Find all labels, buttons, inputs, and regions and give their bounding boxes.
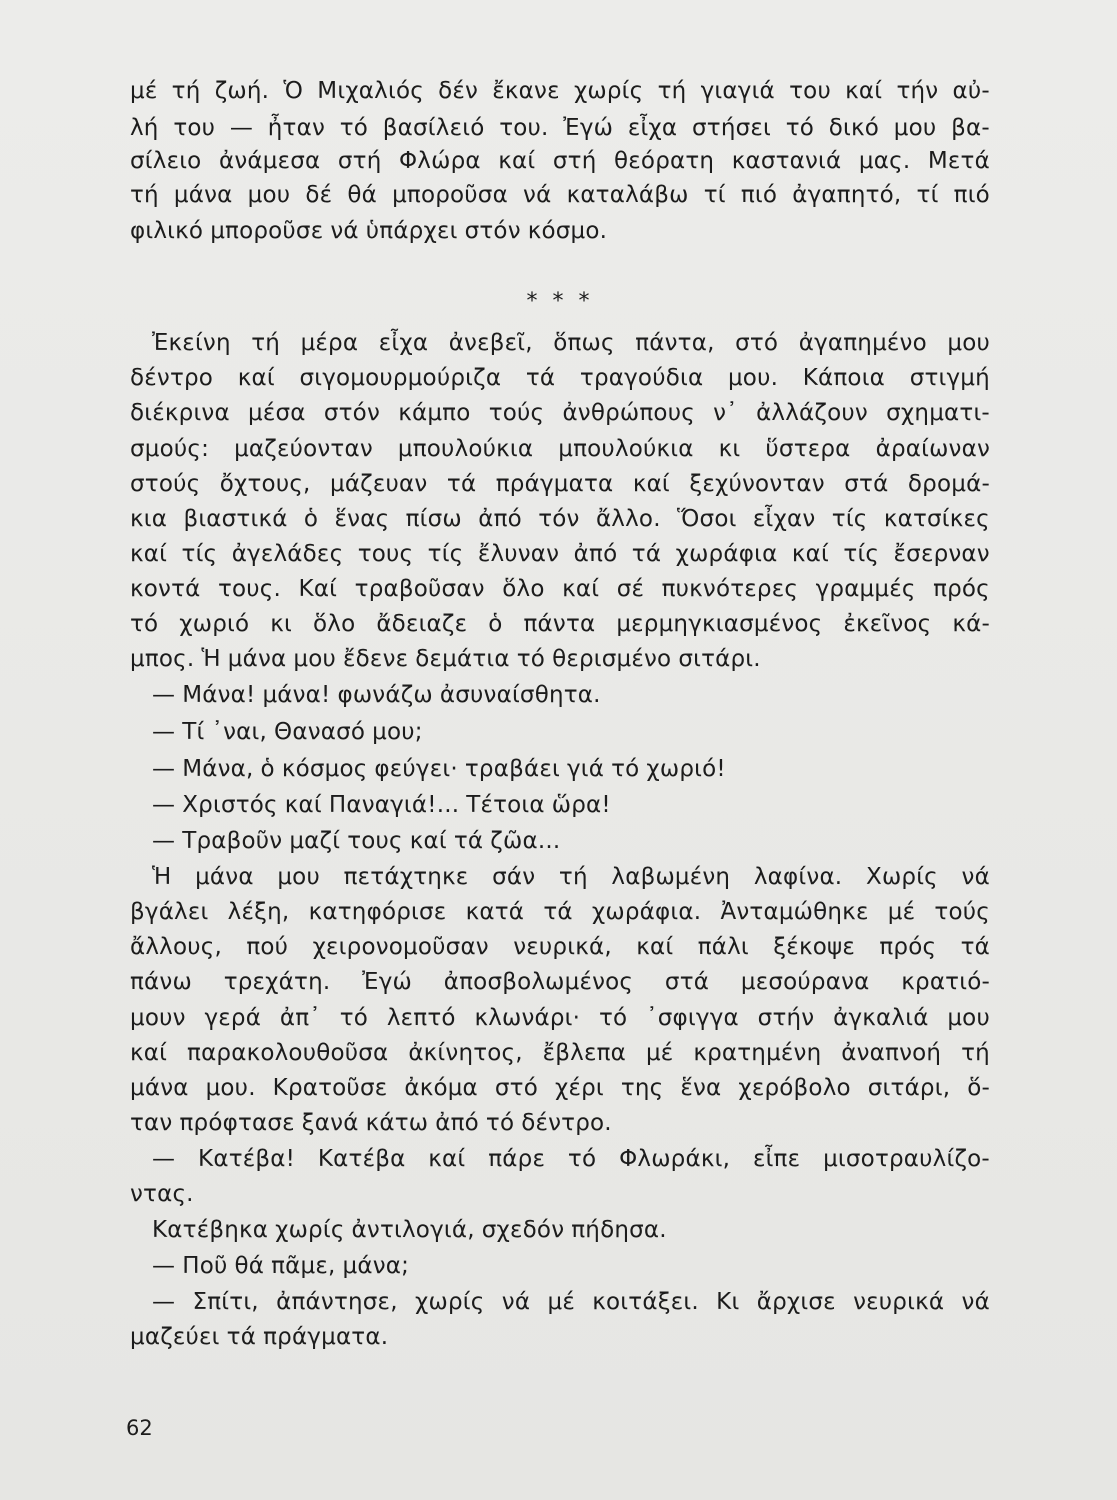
text-line: δέντρο καί σιγομουρμούριζα τά τραγούδια μου. Κάποια στιγμή — [130, 365, 990, 391]
text-line: πάνω τρεχάτη. Ἐγώ ἀποσβολωμένος στά μεσούρανα κρατιό- — [130, 969, 990, 995]
text-line: καί παρακολουθοῦσα ἀκίνητος, ἔβλεπα μέ κρατημένη ἀναπνοή τή — [130, 1040, 990, 1066]
text-line: — Τί ᾽ναι, Θανασό μου; — [152, 719, 423, 745]
page-number: 62 — [126, 1416, 153, 1440]
text-line: ντας. — [130, 1181, 194, 1207]
text-line: διέκρινα μέσα στόν κάμπο τούς ἀνθρώπους ν᾽ ἀλλάζουν σχηματι- — [130, 400, 990, 426]
text-line: — Μάνα, ὁ κόσμος φεύγει· τραβάει γιά τό χωριό! — [152, 756, 726, 782]
text-line: τή μάνα μου δέ θά μποροῦσα νά καταλάβω τί πιό ἀγαπητό, τί πιό — [130, 182, 990, 208]
text-line: βγάλει λέξη, κατηφόρισε κατά τά χωράφια. Ἀνταμώθηκε μέ τούς — [130, 899, 990, 925]
text-line: ταν πρόφτασε ξανά κάτω ἀπό τό δέντρο. — [130, 1110, 612, 1136]
text-line: — Ποῦ θά πᾶμε, μάνα; — [152, 1253, 410, 1279]
text-line: — Μάνα! μάνα! φωνάζω ἀσυναίσθητα. — [152, 682, 601, 708]
text-line: λή του — ἦταν τό βασίλειό του. Ἐγώ εἶχα στήσει τό δικό μου βα- — [130, 115, 990, 141]
text-line: μπος. Ἡ μάνα μου ἔδενε δεμάτια τό θερισμένο σιτάρι. — [130, 646, 761, 672]
text-line: μουν γερά ἀπ᾽ τό λεπτό κλωνάρι· τό ᾽σφιγγα στήν ἀγκαλιά μου — [130, 1005, 990, 1031]
text-line: κοντά τους. Καί τραβοῦσαν ὅλο καί σέ πυκνότερες γραμμές πρός — [130, 576, 990, 602]
text-line: μάνα μου. Κρατοῦσε ἀκόμα στό χέρι της ἕνα χερόβολο σιτάρι, ὅ- — [130, 1075, 990, 1101]
text-line: στούς ὄχτους, μάζευαν τά πράγματα καί ξεχύνονταν στά δρομά- — [130, 471, 990, 497]
text-line: μέ τή ζωή. Ὁ Μιχαλιός δέν ἔκανε χωρίς τή γιαγιά του καί τήν αὐ- — [130, 78, 990, 104]
text-line: τό χωριό κι ὅλο ἄδειαζε ὁ πάντα μερμηγκιασμένος ἐκεῖνος κά- — [130, 611, 990, 637]
text-line: σμούς: μαζεύονταν μπουλούκια μπουλούκια κι ὕστερα ἀραίωναν — [130, 436, 990, 462]
text-line: κια βιαστικά ὁ ἕνας πίσω ἀπό τόν ἄλλο. Ὅσοι εἶχαν τίς κατσίκες — [130, 506, 990, 532]
text-line: ἄλλους, πού χειρονομοῦσαν νευρικά, καί πάλι ξέκοψε πρός τά — [130, 934, 990, 960]
text-line: Ἡ μάνα μου πετάχτηκε σάν τή λαβωμένη λαφίνα. Χωρίς νά — [152, 864, 990, 890]
text-line: — Κατέβα! Κατέβα καί πάρε τό Φλωράκι, εἶπε μισοτραυλίζο- — [152, 1146, 990, 1172]
section-separator: * * * — [526, 289, 594, 314]
text-line: — Σπίτι, ἀπάντησε, χωρίς νά μέ κοιτάξει. Κι ἄρχισε νευρικά νά — [152, 1289, 990, 1315]
text-line: μαζεύει τά πράγματα. — [130, 1324, 389, 1350]
text-line: καί τίς ἀγελάδες τους τίς ἔλυναν ἀπό τά χωράφια καί τίς ἔσερναν — [130, 541, 990, 567]
text-line: Ἐκείνη τή μέρα εἶχα ἀνεβεῖ, ὅπως πάντα, στό ἀγαπημένο μου — [152, 330, 990, 356]
text-line: σίλειο ἀνάμεσα στή Φλώρα καί στή θεόρατη καστανιά μας. Μετά — [130, 148, 990, 174]
text-line: φιλικό μποροῦσε νά ὑπάρχει στόν κόσμο. — [130, 218, 608, 244]
text-line: Κατέβηκα χωρίς ἀντιλογιά, σχεδόν πήδησα. — [152, 1217, 667, 1243]
text-line: — Χριστός καί Παναγιά!... Τέτοια ὥρα! — [152, 792, 611, 818]
text-line: — Τραβοῦν μαζί τους καί τά ζῶα... — [152, 828, 561, 854]
